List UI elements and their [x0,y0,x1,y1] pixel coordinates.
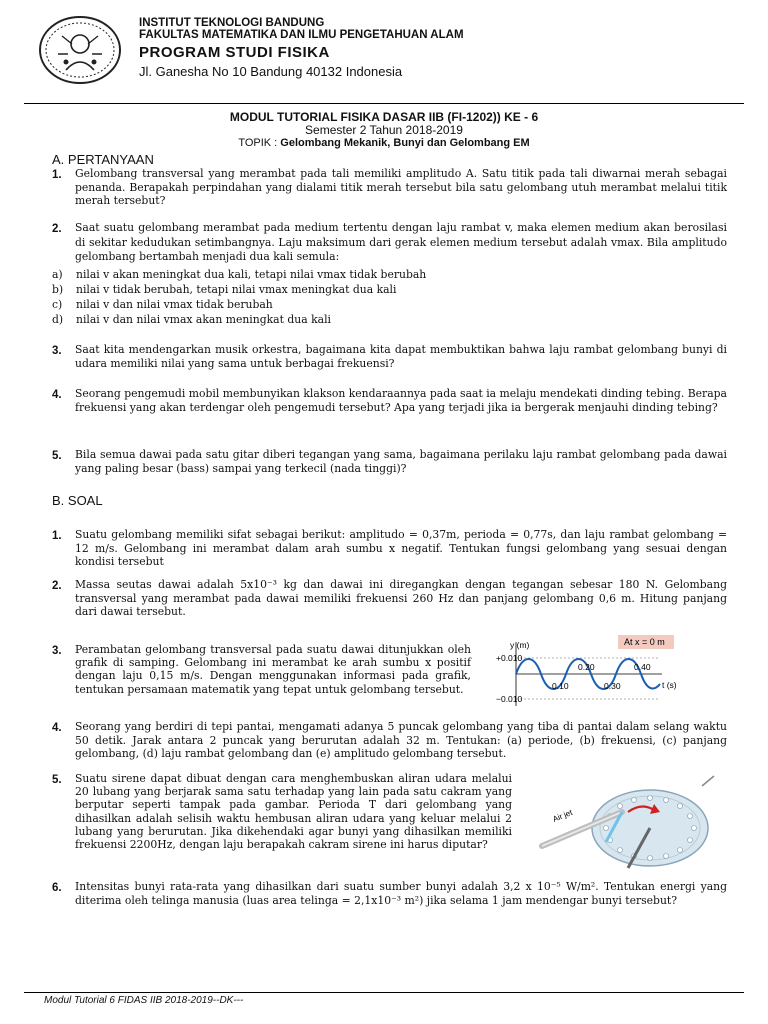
p4-text: Seorang yang berdiri di tepi pantai, mengamati adanya 5 puncak gelombang yang tiba di pantai dalam selang waktu 50 detik. Jarak antara 2 puncak yang berurutan adalah 32 m. Tentukan: (a) periode, (b) frekuensi, (c) panjang gelombang, (d) laju rambat gelombang dan (e) amplitudo gelombang tersebut. [75,720,727,761]
graph-box-label: At x = 0 m [624,637,665,647]
q2-number: 2. [52,223,62,235]
section-a-heading: A. PERTANYAAN [52,152,154,167]
p2-text: Massa seutas dawai adalah 5x10⁻³ kg dan dawai ini diregangkan dengan tegangan sebesar 180 N. Gelombang transversal yang merambat pada dawai memiliki frekuensi 260 Hz dan panjang gelombang 0,6 m. Hitung panjang dari dawai tersebut. [75,578,727,619]
q1-text: Gelombang transversal yang merambat pada tali memiliki amplitudo A. Satu titik pada tali diwarnai merah sebagai penanda. Berapakah perpindahan yang dialami titik merah tersebut bila satu gelombang utuh merambat melalui titik merah tersebut? [75,167,727,208]
p5-text: Suatu sirene dapat dibuat dengan cara menghembuskan aliran udara melalui 20 lubang yang berjarak sama satu terhadap yang lain pada satu cakram yang berputar seperti tampak pada gambar. Perioda T dari gelombang yang dihasilkan adalah selisih waktu hembusan aliran udara yang keluar melalui 2 lubang yang berurutan. Jika dikehendaki agar bunyi yang dihasilkan memiliki frekuensi 2200Hz, dengan laju berapakah cakram sirene ini harus diputar? [75,772,512,852]
p3-text: Perambatan gelombang transversal pada suatu dawai ditunjukkan oleh grafik di samping. Gelombang ini merambat ke arah sumbu x positif dengan laju 0,15 m/s. Dengan menggunakan informasi pada grafik, tentukan persamaan matematik yang tepat untuk gelombang tersebut. [75,643,471,696]
institute-name: INSTITUT TEKNOLOGI BANDUNG [139,17,325,29]
footer-divider [24,992,744,993]
p6-number: 6. [52,882,62,894]
p1-text: Suatu gelombang memiliki sifat sebagai berikut: amplitudo = 0,37m, perioda = 0,77s, dan laju rambat gelombang = 12 m/s. Gelombang ini merambat dalam arah sumbu x negatif. Tentukan fungsi gelombang yang sesuai dengan kondisi tersebut [75,528,727,569]
module-title: MODUL TUTORIAL FISIKA DASAR IIB (FI-1202)) KE - 6 [229,110,539,124]
p2-number: 2. [52,580,62,592]
q2-option-d-text: nilai v dan nilai vmax akan meningkat dua kali [76,313,331,326]
topic-line [0,137,768,149]
q2-text: Saat suatu gelombang merambat pada medium tertentu dengan laju rambat v, maka elemen medium akan berosilasi di sekitar kedudukan setimbangnya. Laju maksimum dari gerak elemen medium tersebut adalah vmax. Bila amplitudo gelombang bertambah menjadi dua kali semula: [75,221,727,263]
air-jet-label: Air jet [551,807,574,824]
itb-logo [36,14,124,86]
p1-number: 1. [52,530,62,542]
section-b-heading: B. SOAL [52,493,103,508]
p3-number: 3. [52,645,62,657]
graph-tick-0-10: 0.10 [552,681,569,691]
faculty-name: FAKULTAS MATEMATIKA DAN ILMU PENGETAHUAN ALAM [139,29,464,41]
q2-option-a-label: a) [52,268,63,281]
p4-number: 4. [52,722,62,734]
q5-text: Bila semua dawai pada satu gitar diberi tegangan yang sama, bagaimana perilaku laju rambat gelombang pada dawai yang paling besar (bass) sampai yang terkecil (nada tinggi)? [75,448,727,475]
graph-ylabel: y (m) [510,640,530,650]
header-divider [24,103,744,104]
p5-number: 5. [52,774,62,786]
q1-number: 1. [52,169,62,181]
q2-option-c-text: nilai v dan nilai vmax tidak berubah [76,298,273,311]
p6-text: Intensitas bunyi rata-rata yang dihasilkan dari suatu sumber bunyi adalah 3,2 x 10⁻⁵ W/m². Tentukan energi yang diterima oleh telinga manusia (luas area telinga = 2,1x10⁻³ m²) jika selama 1 jam mendengar bunyi tersebut? [75,880,727,907]
graph-tick-0-20: 0.20 [578,662,595,672]
program-name: PROGRAM STUDI FISIKA [139,44,330,61]
q5-number: 5. [52,450,62,462]
q2-option-a-text: nilai v akan meningkat dua kali, tetapi nilai vmax tidak berubah [76,268,427,281]
graph-xlabel: t (s) [662,680,677,690]
q2-option-b-label: b) [52,283,64,296]
graph-tick-0-40: 0.40 [634,662,651,672]
q2-option-b-text: nilai v tidak berubah, tetapi nilai vmax meningkat dua kali [76,283,397,296]
semester: Semester 2 Tahun 2018-2019 [305,123,463,137]
q3-number: 3. [52,345,62,357]
wave-graph [496,634,682,712]
topic-label: TOPIK : [238,137,278,149]
q4-number: 4. [52,389,62,401]
q4-text: Seorang pengemudi mobil membunyikan klakson kendaraannya pada saat ia melaju mendekati dinding tebing. Berapa frekuensi yang akan terdengar oleh pengemudi tersebut? Apa yang terjadi jika ia bergerak menjauhi dinding tebing? [75,387,727,414]
q2-option-c-label: c) [52,298,63,311]
address: Jl. Ganesha No 10 Bandung 40132 Indonesia [139,64,403,79]
graph-tick-0-30: 0.30 [604,681,621,691]
q2-option-d-label: d) [52,313,64,326]
graph-y-pos: +0.010 [496,653,523,663]
q3-text: Saat kita mendengarkan musik orkestra, bagaimana kita dapat membuktikan bahwa laju rambat gelombang bunyi di udara memiliki nilai yang sama untuk berbagai frekuensi? [75,343,727,370]
topic-text: Gelombang Mekanik, Bunyi dan Gelombang EM [280,137,530,149]
siren-illustration [532,772,722,870]
footer-text: Modul Tutorial 6 FIDAS IIB 2018-2019--DK--- [44,995,244,1006]
graph-y-neg: −0.010 [496,694,523,704]
